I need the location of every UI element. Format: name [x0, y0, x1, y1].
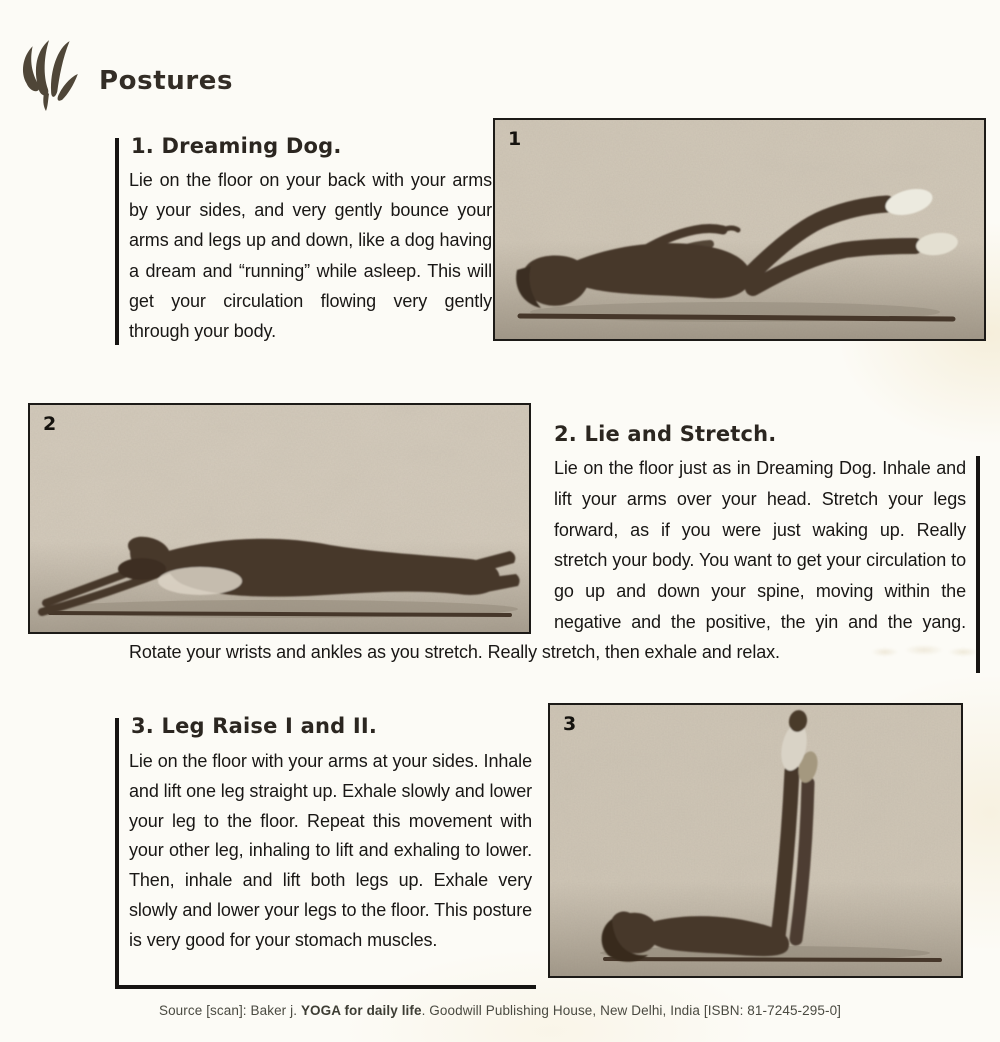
source-suffix: . Goodwill Publishing House, New Delhi, India [ISBN: 81-7245-295-0] [421, 1003, 842, 1018]
section-3-description: Lie on the floor with your arms at your sides. Inhale and lift one leg straight up. Exhale slowly and lower your leg to the floor. Repeat this movement with your other leg, inhaling to lift and exhaling to lower. Then, inhale and lift both legs up. Exhale very slowly and lower your legs to the floor. This posture is very good for your stomach muscles. [129, 751, 532, 950]
source-prefix: Source [scan]: Baker j. [158, 1003, 301, 1018]
source-citation [0, 1003, 1000, 1018]
photo-number-badge: 2 [43, 413, 57, 435]
section-3-divider-rule [115, 985, 536, 989]
page-title: Postures [99, 66, 234, 96]
plant-leaves-logo-icon [16, 36, 78, 112]
leg-raise-illustration [550, 705, 961, 976]
photo-number-badge: 1 [508, 128, 522, 150]
lie-and-stretch-illustration [30, 405, 529, 632]
section-2-description-continued: Rotate your wrists and ankles as you stretch. Really stretch, then exhale and relax. [129, 642, 780, 662]
section-2-description: Lie on the floor just as in Dreaming Dog. Inhale and lift your arms over your head. Stretch your legs forward, as if you were just waking up. Really stretch your body. You want to get your circulation to go up and down your spine, moving within the negative and the positive, the yin and the yang. [554, 458, 966, 632]
source-book-title: YOGA for daily life [300, 1003, 422, 1018]
section-1-heading: 1. Dreaming Dog. [131, 134, 342, 158]
photo-leg-raise [548, 703, 963, 978]
photo-number-badge: 3 [563, 713, 577, 735]
section-1-description: Lie on the floor on your back with your arms by your sides, and very gently bounce your arms and legs up and down, like a dog having a dream and “running” while asleep. This will get your circulation flowing very gently through your body. [129, 170, 492, 342]
photo-lie-and-stretch [28, 403, 531, 634]
section-2-heading: 2. Lie and Stretch. [554, 422, 777, 446]
section-3-heading: 3. Leg Raise I and II. [131, 714, 378, 738]
photo-dreaming-dog [493, 118, 986, 341]
dreaming-dog-illustration [495, 120, 984, 339]
bleed-through-smudge [868, 641, 980, 661]
section-1-accent-bar [115, 138, 119, 345]
section-3-accent-bar [115, 718, 119, 986]
